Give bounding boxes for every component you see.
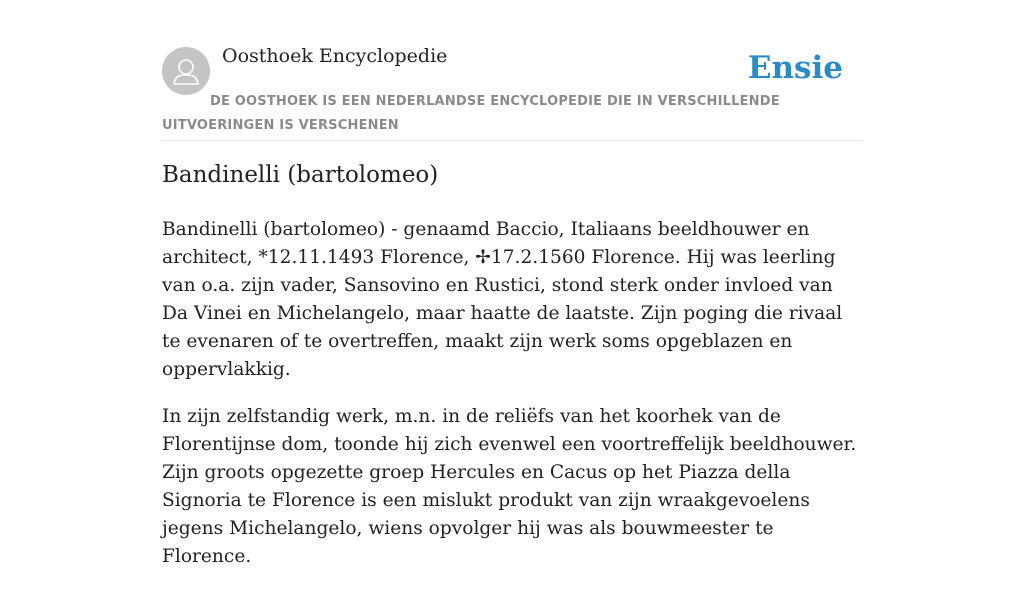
page-container (162, 0, 862, 567)
site-name-link[interactable]: Oosthoek Encyclopedie (222, 45, 448, 67)
article-body (162, 216, 862, 590)
site-header (162, 0, 862, 141)
ensie-logo[interactable]: Ensie (747, 50, 843, 86)
article-title: Bandinelli (bartolomeo) (162, 162, 439, 188)
user-avatar-icon[interactable] (162, 47, 210, 95)
article-paragraph: Bandinelli (bartolomeo) - genaamd Baccio, Italiaans beeldhouwer en architect, *12.11.1493 Florence, ✢17.2.1560 Florence. Hij was leerling van o.a. zijn vader, Sansovino en Rustici, stond sterk onder invloed van Da Vinei en Michelangelo, maar haatte de laatste. Zijn poging die rivaal te evenaren of te overtreffen, maakt zijn werk soms opgeblazen en oppervlakkig. (162, 219, 843, 380)
article-paragraph: In zijn zelfstandig werk, m.n. in de reliëfs van het koorhek van de Florentijnse dom, toonde hij zich evenwel een voortreffelijk beeldhouwer. Zijn groots opgezette groep Hercules en Cacus op het Piazza della Signoria te Florence is een mislukt produkt van zijn wraakgevoelens jegens Michelangelo, wiens opvolger hij was als bouwmeester te Florence. (162, 406, 857, 567)
site-tagline: DE OOSTHOEK IS EEN NEDERLANDSE ENCYCLOPEDIE DIE IN VERSCHILLENDE UITVOERINGEN IS VERSCHENEN (162, 94, 780, 133)
